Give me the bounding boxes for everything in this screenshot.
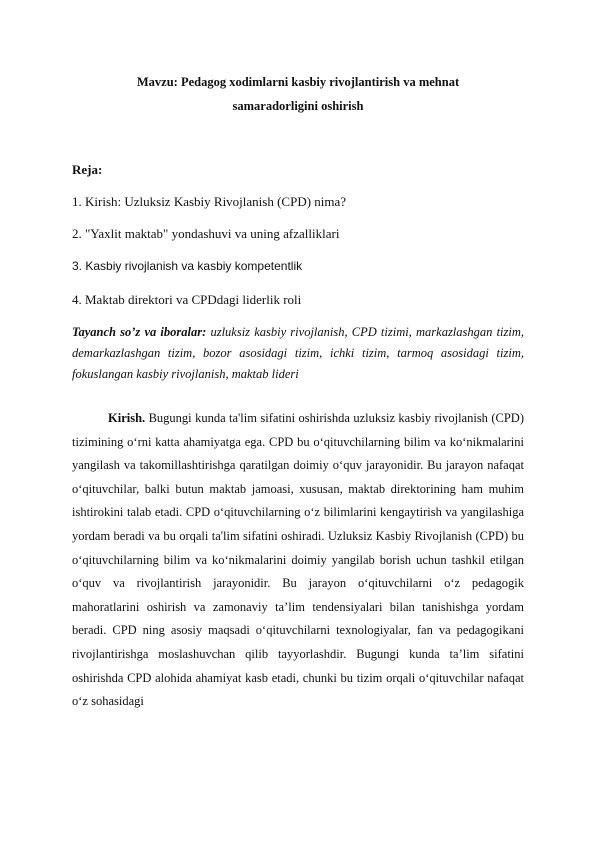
keywords-paragraph xyxy=(72,322,524,385)
intro-text: Bugungi kunda ta'lim sifatini oshirishda uzluksiz kasbiy rivojlanish (CPD) tizimining o‘rni katta ahamiyatga ega. CPD bu o‘qituvchilarning bilim va ko‘nikmalarini yangilash va takomillashtirishga qaratilgan doimiy o‘quv jarayonidir. Bu jarayon nafaqat o‘qituvchilar, balki butun maktab jamoasi, xususan, maktab direktorining ham muhim ishtirokini talab etadi. CPD o‘qituvchilarning o‘z bilimlarini kengaytirish va yangilashiga yordam beradi va bu orqali ta'lim sifatini oshiradi. Uzluksiz Kasbiy Rivojlanish (CPD) bu o‘qituvchilarning bilim va ko‘nikmalarini doimiy yangilab borish uchun tashkil etilgan o‘quv va rivojlantirish jarayonidir. Bu jarayon o‘qituvchilarni o‘z pedagogik mahoratlarini oshirish va zamonaviy ta’lim tendensiyalari bilan tanishishga yordam beradi. CPD ning asosiy maqsadi o‘qituvchilarni texnologiyalar, fan va pedagogikani rivojlantirishga moslashuvchan qilib tayyorlashdir. Bugungi kunda ta’lim sifatini oshirishda CPD alohida ahamiyat kasb etadi, chunki bu tizim orqali o‘qituvchilar nafaqat o‘z sohasidagi xyxy=(72,411,524,709)
plan-item-1: 1. Kirish: Uzluksiz Kasbiy Rivojlanish (CPD) nima? xyxy=(72,194,347,209)
keywords-label: Tayanch so’z va iboralar: xyxy=(72,325,207,339)
intro-paragraph xyxy=(72,407,524,714)
title-line-1: Mavzu: Pedagog xodimlarni kasbiy rivojlantirish va mehnat xyxy=(136,75,460,89)
keywords-text: uzluksiz kasbiy rivojlanish, CPD tizimi, markazlashgan tizim, demarkazlashgan tizim, bozor asosidagi tizim, ichki tizim, tarmoq asosidagi tizim, fokuslangan kasbiy rivojlanish, maktab lideri xyxy=(72,325,525,381)
title-line-2: samaradorligini oshirish xyxy=(232,99,364,113)
intro-label: Kirish. xyxy=(108,411,146,425)
plan-item-2: 2. "Yaxlit maktab" yondashuvi va uning afzalliklari xyxy=(72,226,340,241)
plan-heading: Reja: xyxy=(72,162,103,177)
plan-item-4: 4. Maktab direktori va CPDdagi liderlik roli xyxy=(72,292,302,307)
plan-item-3: 3. Kasbiy rivojlanish va kasbiy kompetentlik xyxy=(72,259,303,273)
document-title xyxy=(72,70,524,118)
